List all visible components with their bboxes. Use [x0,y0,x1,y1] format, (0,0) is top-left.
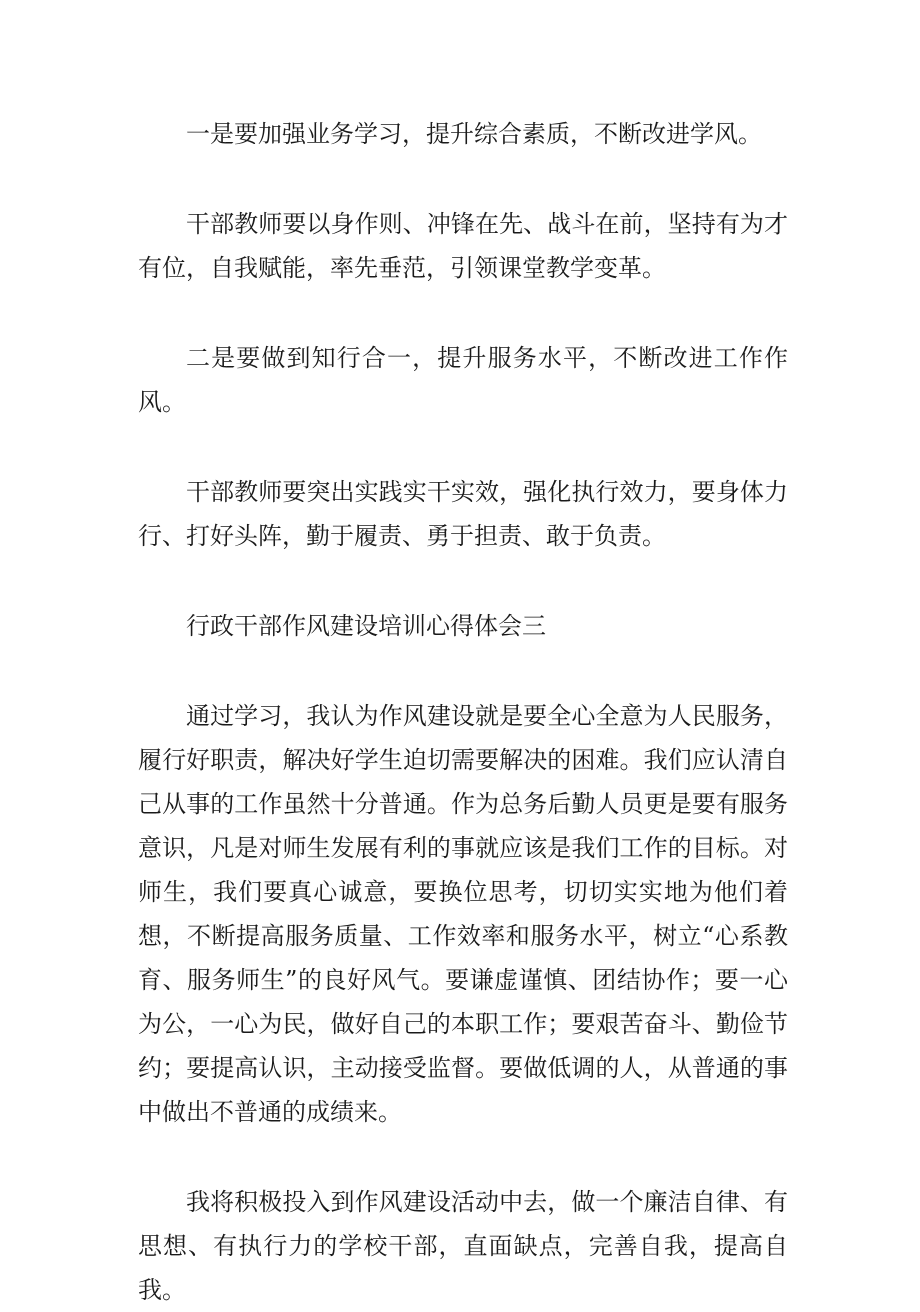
paragraph-2: 干部教师要以身作则、冲锋在先、战斗在前，坚持有为才有位，自我赋能，率先垂范，引领课堂教学变革。 [138,210,788,282]
paragraph-3: 二是要做到知行合一，提升服务水平，不断改进工作作风。 [138,344,788,416]
paragraph-1: 一是要加强业务学习，提升综合素质，不断改进学风。 [186,120,762,148]
document-body [138,112,788,1312]
paragraph-4: 干部教师要突出实践实干实效，强化执行效力，要身体力行、打好头阵，勤于履责、勇于担责、敢于负责。 [138,478,788,550]
paragraph-6: 通过学习，我认为作风建设就是要全心全意为人民服务，履行好职责，解决好学生迫切需要解决的困难。我们应认清自己从事的工作虽然十分普通。作为总务后勤人员更是要有服务意识，凡是对师生发展有利的事就应该是我们工作的目标。对师生，我们要真心诚意，要换位思考，切切实实地为他们着想，不断提高服务质量、工作效率和服务水平，树立“心系教育、服务师生”的良好风气。要谦虚谨慎、团结协作；要一心为公，一心为民，做好自己的本职工作；要艰苦奋斗、勤俭节约；要提高认识，主动接受监督。要做低调的人，从普通的事中做出不普通的成绩来。 [138,702,788,1126]
paragraph-7: 我将积极投入到作风建设活动中去，做一个廉洁自律、有思想、有执行力的学校干部，直面缺点，完善自我，提高自我。 [138,1188,788,1304]
section-heading: 行政干部作风建设培训心得体会三 [186,612,546,640]
